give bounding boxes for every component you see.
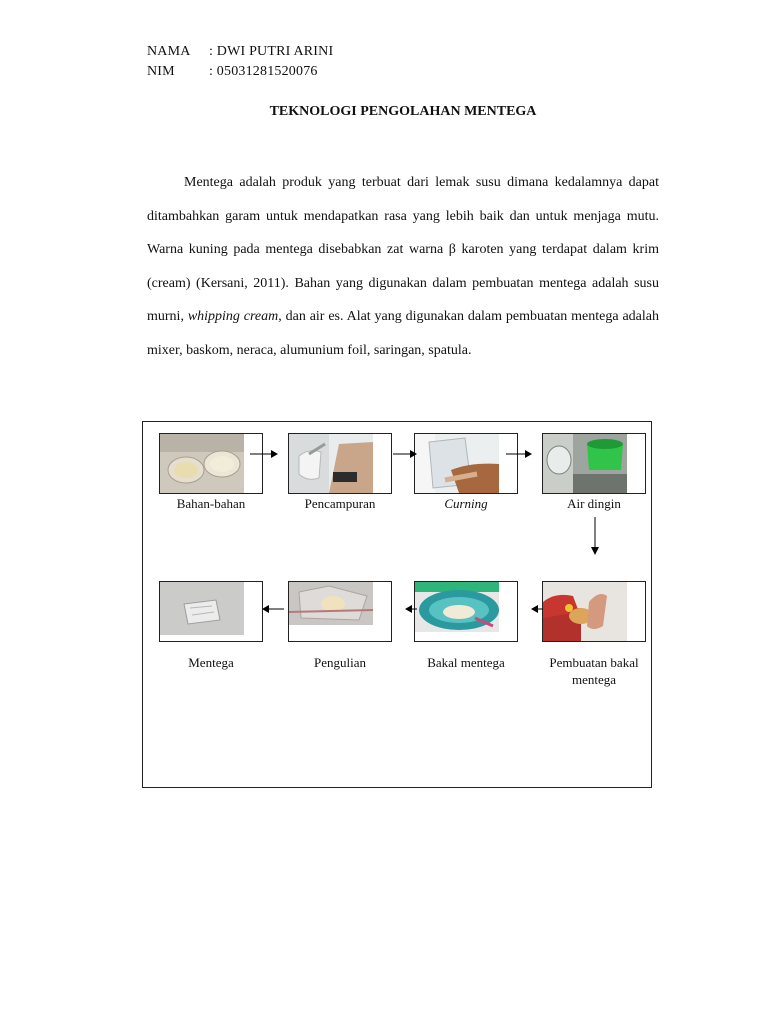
arrow-left-2 — [405, 604, 417, 614]
caption-step-1: Bahan-bahan — [176, 496, 246, 511]
name-line — [147, 44, 333, 60]
arrow-left-3 — [531, 604, 543, 614]
name-label: NAMA — [147, 44, 191, 59]
caption-step-4: Air dingin — [567, 496, 621, 511]
caption-step-5: Pembuatan bakal mentega — [549, 655, 639, 687]
photo-bahan-bahan — [159, 433, 263, 494]
arrow-right-1 — [250, 449, 278, 459]
paragraph-text-1: Mentega adalah produk yang terbuat dari lemak susu dimana kedalamnya dapat ditambahkan garam untuk mendapatkan rasa yang lebih baik dan untuk menjaga mutu. Warna kuning pada mentega disebabkan zat warna β karoten yang terdapat dalam krim (cream) (Kersani, 2011). Bahan yang digunakan dalam pembuatan mentega adalah susu murni, — [147, 175, 659, 324]
photo-pencampuran — [288, 433, 392, 494]
document-title: TEKNOLOGI PENGOLAHAN MENTEGA — [269, 104, 537, 119]
photo-bakal-mentega — [414, 581, 518, 642]
caption-step-3: Curning — [444, 496, 488, 511]
caption-step-7: Pengulian — [314, 655, 366, 670]
arrow-right-2 — [393, 449, 417, 459]
photo-pembuatan-bakal-mentega — [542, 581, 646, 642]
photo-pengulian — [288, 581, 392, 642]
caption-step-2: Pencampuran — [304, 496, 376, 511]
arrow-down — [590, 517, 600, 555]
paragraph-italic-term: whipping cream — [187, 309, 279, 324]
nim-value: : 05031281520076 — [209, 64, 318, 79]
paragraph-text-2: , dan air es. Alat yang digunakan dalam pembuatan mentega adalah mixer, baskom, neraca, alumunium foil, saringan, spatula. — [147, 309, 659, 358]
photo-curning — [414, 433, 518, 494]
photo-mentega — [159, 581, 263, 642]
caption-step-6: Bakal mentega — [427, 655, 505, 670]
photo-air-dingin — [542, 433, 646, 494]
nim-label: NIM — [147, 64, 175, 79]
nim-line — [147, 64, 318, 80]
arrow-right-3 — [506, 449, 532, 459]
body-paragraph — [147, 166, 659, 367]
name-value: : DWI PUTRI ARINI — [209, 44, 334, 59]
process-flow-diagram — [142, 421, 652, 788]
caption-step-8: Mentega — [188, 655, 234, 670]
arrow-left-1 — [262, 604, 284, 614]
